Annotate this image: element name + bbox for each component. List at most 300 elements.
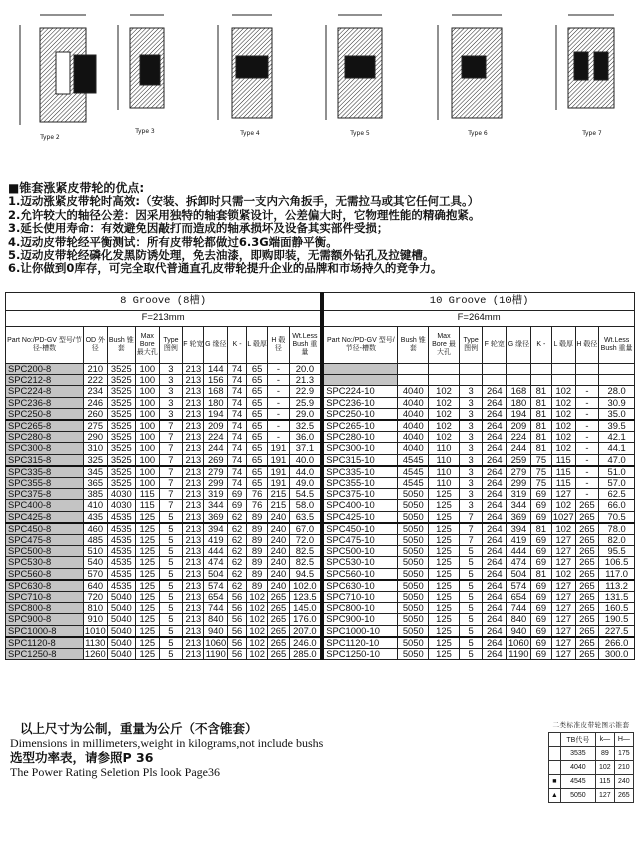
cell-10-groove: 265 [575, 557, 599, 568]
cell-10-groove: 574 [507, 580, 531, 592]
cell-10-groove: 69 [530, 500, 551, 511]
table-row [6, 375, 635, 386]
cell-10-groove: 125 [429, 546, 460, 557]
bush-legend-table [548, 732, 634, 803]
cell-8-groove: 54.5 [289, 489, 322, 500]
cell-8-groove: 115 [135, 500, 159, 511]
part-number-8-groove: SPC500-8 [6, 546, 84, 557]
table-row [6, 568, 635, 580]
cell-10-groove: 102 [551, 500, 575, 511]
column-header: K - [228, 327, 247, 364]
cell-10-groove: 5050 [398, 592, 429, 603]
cell-8-groove: - [268, 397, 289, 408]
cell-10-groove: 3 [459, 454, 483, 466]
type4-drawing [218, 15, 272, 120]
type2-drawing [20, 15, 96, 125]
cell-10-groove: 102 [551, 443, 575, 454]
cell-10-groove: 3 [459, 397, 483, 408]
cell-10-groove: 127 [551, 614, 575, 625]
bush-legend-cell: 5050 [560, 789, 595, 803]
cell-8-groove: 5040 [107, 592, 135, 603]
cell-10-groove: 5 [459, 580, 483, 592]
cell-10-groove: 69 [530, 535, 551, 546]
cell-10-groove: 5 [459, 592, 483, 603]
table-row [6, 625, 635, 637]
bush-legend-cell: 102 [596, 761, 615, 775]
cell-10-groove: 264 [483, 625, 507, 637]
table-row [6, 603, 635, 614]
part-number-10-groove: SPC355-10 [322, 478, 398, 489]
part-number-8-groove: SPC1120-8 [6, 637, 84, 649]
cell-8-groove: 213 [183, 511, 204, 523]
cell-10-groove: 69 [530, 637, 551, 649]
cell-10-groove: 69 [530, 557, 551, 568]
column-header: F 轮宽 [483, 327, 507, 364]
cell-10-groove: - [575, 420, 599, 432]
cell-8-groove: 5 [159, 580, 183, 592]
cell-8-groove: 74 [228, 397, 247, 408]
part-number-10-groove: SPC560-10 [322, 568, 398, 580]
column-header: OD 外径 [83, 327, 107, 364]
cell-8-groove: 369 [204, 511, 228, 523]
cell-8-groove: 240 [268, 580, 289, 592]
cell-10-groove: 44.1 [599, 443, 635, 454]
cell-8-groove: 156 [204, 375, 228, 386]
cell-10-groove: 39.5 [599, 420, 635, 432]
cell-8-groove: 65 [247, 375, 268, 386]
cell-8-groove: 191 [268, 454, 289, 466]
cell-8-groove: 319 [204, 489, 228, 500]
cell-8-groove: 125 [135, 568, 159, 580]
column-header: Max Bore 最大孔 [429, 327, 460, 364]
cell-8-groove: 56 [228, 603, 247, 614]
cell-8-groove: 213 [183, 625, 204, 637]
cell-10-groove: - [575, 489, 599, 500]
part-number-8-groove: SPC212-8 [6, 375, 84, 386]
cell-10-groove: 57.0 [599, 478, 635, 489]
cell-10-groove: 264 [483, 443, 507, 454]
cell-8-groove: 3525 [107, 454, 135, 466]
cell-10-groove: 75 [530, 478, 551, 489]
type7-drawing [556, 15, 614, 110]
cell-8-groove: - [268, 386, 289, 397]
cell-10-groove: 840 [507, 614, 531, 625]
cell-8-groove: 56 [228, 592, 247, 603]
cell-10-groove: 265 [575, 603, 599, 614]
bush-legend-cell: 265 [614, 789, 633, 803]
cell-10-groove: 265 [575, 637, 599, 649]
cell-8-groove: 310 [83, 443, 107, 454]
part-number-8-groove: SPC1000-8 [6, 625, 84, 637]
cell-10-groove: 264 [483, 592, 507, 603]
cell-10-groove: 81 [530, 432, 551, 443]
cell-10-groove: 1190 [508, 648, 529, 660]
cell-8-groove: 74 [228, 432, 247, 443]
table-row [6, 478, 635, 489]
cell-8-groove: 213 [183, 568, 204, 580]
table-row [6, 466, 635, 478]
cell-8-groove: 100 [135, 420, 159, 432]
cell-10-groove: 264 [483, 546, 507, 557]
cell-8-groove: 213 [183, 592, 204, 603]
cell-10-groove: 35.0 [599, 408, 635, 420]
column-header: G 缘径 [507, 327, 531, 364]
cell-10-groove: 125 [429, 489, 460, 500]
cell-10-groove: 265 [575, 592, 599, 603]
cell-8-groove: 244 [204, 443, 228, 454]
cell-10-groove: 102 [429, 397, 460, 408]
cell-8-groove: 5 [159, 511, 183, 523]
cell-10-groove: 209 [507, 420, 531, 432]
cell-8-groove: 3525 [107, 443, 135, 454]
table-row [6, 614, 635, 625]
cell-8-groove: 102 [247, 637, 268, 649]
cell-10-groove: 69 [530, 580, 551, 592]
cell-8-groove: 5 [159, 546, 183, 557]
cell-8-groove: 7 [159, 443, 183, 454]
cell-8-groove: 299 [204, 478, 228, 489]
cell-10-groove: 264 [483, 523, 507, 535]
cell-10-groove: 81 [530, 397, 551, 408]
part-number-10-groove [322, 375, 398, 386]
cell-8-groove: 224 [204, 432, 228, 443]
cell-10-groove: 264 [483, 466, 507, 478]
cell-8-groove: 76 [247, 489, 268, 500]
cell-8-groove: 4535 [107, 523, 135, 535]
cell-8-groove: 213 [183, 454, 204, 466]
cell-8-groove: 168 [204, 386, 228, 397]
cell-10-groove: 5 [459, 637, 483, 649]
cell-10-groove: - [575, 478, 599, 489]
cell-10-groove: 5050 [398, 489, 429, 500]
part-number-8-groove: SPC530-8 [6, 557, 84, 568]
cell-10-groove: 259 [507, 454, 531, 466]
feature-item: 5.迈动皮带轮经磷化发黑防诱处理，免去油漆，即购即装，无需额外钻孔及拉键槽。 [8, 248, 435, 263]
cell-8-groove: 213 [183, 364, 204, 375]
cell-8-groove: 265 [268, 603, 289, 614]
cell-8-groove: 5 [159, 592, 183, 603]
cell-8-groove: 240 [268, 511, 289, 523]
bush-legend-cell: ▲ [549, 789, 561, 803]
cell-10-groove: 81 [530, 443, 551, 454]
cell-8-groove: 100 [135, 478, 159, 489]
table-row [6, 397, 635, 408]
cell-8-groove: 125 [135, 535, 159, 546]
cell-8-groove: 213 [183, 432, 204, 443]
cell-8-groove: 69 [228, 500, 247, 511]
cell-8-groove: 102 [247, 603, 268, 614]
cell-10-groove: 264 [483, 637, 507, 649]
cell-8-groove: 100 [135, 454, 159, 466]
table-row [6, 580, 635, 592]
cell-8-groove: 63.5 [289, 511, 322, 523]
cell-8-groove: 22.9 [289, 386, 322, 397]
cell-8-groove: 7 [159, 454, 183, 466]
cell-10-groove: 127 [551, 580, 575, 592]
cell-8-groove: 7 [159, 489, 183, 500]
cell-8-groove: - [268, 432, 289, 443]
cell-10-groove [551, 364, 575, 375]
cell-10-groove: 244 [507, 443, 531, 454]
pulley-spec-table [5, 292, 635, 660]
cell-8-groove: 89 [247, 511, 268, 523]
part-number-8-groove: SPC236-8 [6, 397, 84, 408]
part-number-8-groove: SPC300-8 [6, 443, 84, 454]
cell-8-groove: 145.0 [289, 603, 322, 614]
cell-10-groove: 110 [429, 454, 460, 466]
cell-8-groove: 65 [247, 454, 268, 466]
cell-10-groove: 95.5 [599, 546, 635, 557]
cell-10-groove: 113.2 [599, 580, 635, 592]
cell-8-groove: 444 [204, 546, 228, 557]
cell-10-groove: 127 [551, 535, 575, 546]
cell-10-groove: 940 [507, 625, 531, 637]
cell-8-groove: 56 [228, 614, 247, 625]
cell-8-groove: 240 [268, 557, 289, 568]
right-f-width: F=264mm [322, 311, 634, 327]
cell-8-groove: 5 [159, 603, 183, 614]
cell-8-groove: 74 [228, 454, 247, 466]
cell-10-groove: 127 [551, 637, 575, 649]
cell-8-groove: 115 [135, 489, 159, 500]
cell-10-groove: 106.5 [599, 557, 635, 568]
feature-item: 1.迈动涨紧皮带轮时高效:（安装、拆卸时只需一支内六角扳手，无需拉马或其它任何工具。） [8, 194, 480, 209]
cell-8-groove: 460 [83, 523, 107, 535]
part-number-10-groove: SPC280-10 [322, 432, 398, 443]
cell-8-groove: 125 [135, 614, 159, 625]
cell-8-groove: 3525 [107, 397, 135, 408]
cell-8-groove: 123.5 [289, 592, 322, 603]
cell-8-groove: 213 [183, 443, 204, 454]
part-number-10-groove: SPC375-10 [322, 489, 398, 500]
part-number-8-groove: SPC425-8 [6, 511, 84, 523]
cell-8-groove: 76 [247, 500, 268, 511]
cell-8-groove: 62 [228, 511, 247, 523]
cell-10-groove: 264 [483, 478, 507, 489]
cell-10-groove: 5050 [398, 557, 429, 568]
cell-8-groove: 4535 [107, 546, 135, 557]
cell-8-groove: 3 [159, 386, 183, 397]
cell-10-groove: 30.9 [599, 397, 635, 408]
cell-8-groove: 100 [135, 386, 159, 397]
cell-8-groove: 240 [268, 568, 289, 580]
cell-8-groove: 21.3 [289, 375, 322, 386]
cell-10-groove: 5050 [398, 580, 429, 592]
cell-10-groove [398, 364, 429, 375]
cell-8-groove: 4030 [107, 489, 135, 500]
cell-8-groove: 5040 [107, 649, 135, 660]
part-number-8-groove: SPC1250-8 [6, 649, 84, 660]
type3-drawing [118, 15, 164, 110]
cell-8-groove: 125 [135, 603, 159, 614]
column-header: Bush 锥套 [107, 327, 135, 364]
cell-10-groove: 4040 [398, 397, 429, 408]
cell-8-groove: 840 [204, 614, 228, 625]
part-number-8-groove: SPC900-8 [6, 614, 84, 625]
cell-8-groove: 285.0 [289, 649, 322, 660]
cell-10-groove: 4040 [398, 432, 429, 443]
cell-8-groove: 100 [135, 408, 159, 420]
cell-8-groove: 4535 [107, 511, 135, 523]
cell-10-groove: 69 [530, 546, 551, 557]
cell-8-groove: 32.5 [289, 420, 322, 432]
cell-10-groove: 66.0 [599, 500, 635, 511]
cell-10-groove: 419 [507, 535, 531, 546]
cell-10-groove: 102 [429, 420, 460, 432]
table-row [6, 489, 635, 500]
cell-8-groove: 3 [159, 375, 183, 386]
part-number-10-groove: SPC265-10 [322, 420, 398, 432]
column-header: Bush 锥套 [398, 327, 429, 364]
cell-10-groove: 5 [459, 557, 483, 568]
cell-10-groove: 81 [530, 408, 551, 420]
cell-10-groove: 110 [429, 466, 460, 478]
cell-8-groove: 62 [228, 580, 247, 592]
bush-legend-header: H— [614, 733, 633, 747]
bush-legend-header [549, 733, 561, 747]
features-list [8, 182, 628, 276]
cell-10-groove: 5050 [398, 614, 429, 625]
cell-10-groove: 264 [483, 535, 507, 546]
cell-10-groove [483, 364, 507, 375]
cell-8-groove: 385 [83, 489, 107, 500]
cell-8-groove: 7 [159, 478, 183, 489]
cell-8-groove: 215 [268, 500, 289, 511]
type6-drawing [438, 15, 502, 120]
part-number-8-groove: SPC224-8 [6, 386, 84, 397]
type-caption: Type 2 [40, 134, 60, 141]
cell-10-groove: 125 [429, 568, 460, 580]
part-number-10-groove: SPC1120-10 [322, 637, 398, 649]
cell-10-groove: 69 [530, 649, 551, 660]
bush-legend-header: k— [596, 733, 615, 747]
cell-8-groove: 640 [83, 580, 107, 592]
cell-8-groove: 213 [183, 500, 204, 511]
part-number-10-groove: SPC500-10 [322, 546, 398, 557]
table-row [6, 649, 635, 660]
cell-8-groove: 89 [247, 546, 268, 557]
cell-8-groove: 176.0 [289, 614, 322, 625]
cell-8-groove: 540 [83, 557, 107, 568]
cell-8-groove: 125 [135, 649, 159, 660]
cell-8-groove: 67.0 [289, 523, 322, 535]
cell-8-groove: 3525 [107, 466, 135, 478]
feature-item: 2.允许较大的轴径公差：因采用独特的轴套锁紧设计，公差偏大时，它物理性能的精确抱紧。 [8, 207, 481, 222]
cell-10-groove: 264 [483, 397, 507, 408]
cell-10-groove: 264 [483, 500, 507, 511]
cell-10-groove: 5050 [398, 625, 429, 637]
type-caption: Type 3 [135, 128, 155, 135]
cell-8-groove: 207.0 [289, 625, 322, 637]
bush-legend-row [549, 747, 634, 761]
cell-10-groove: 264 [483, 649, 507, 660]
cell-8-groove: 344 [204, 500, 228, 511]
cell-8-groove: 72.0 [289, 535, 322, 546]
part-number-10-groove: SPC1000-10 [322, 625, 398, 637]
cell-10-groove [575, 375, 599, 386]
part-number-10-groove: SPC315-10 [322, 454, 398, 466]
part-number-10-groove: SPC335-10 [322, 466, 398, 478]
cell-8-groove: 213 [183, 386, 204, 397]
cell-8-groove: 910 [83, 614, 107, 625]
cell-10-groove: 5 [459, 546, 483, 557]
cell-10-groove [507, 364, 531, 375]
cell-8-groove: 62 [228, 568, 247, 580]
table-row [6, 637, 635, 649]
cell-10-groove [551, 375, 575, 386]
cell-8-groove: 74 [228, 420, 247, 432]
cell-8-groove: 194 [204, 408, 228, 420]
cell-10-groove: 5 [459, 603, 483, 614]
cell-8-groove: 265 [268, 649, 289, 660]
cell-8-groove: 100 [135, 397, 159, 408]
cell-10-groove: 125 [429, 535, 460, 546]
cell-8-groove: 94.5 [289, 568, 322, 580]
cell-8-groove: 3 [159, 397, 183, 408]
part-number-8-groove: SPC355-8 [6, 478, 84, 489]
cell-8-groove: 100 [135, 432, 159, 443]
cell-8-groove: 180 [204, 397, 228, 408]
column-header: Type 图例 [459, 327, 483, 364]
cell-10-groove: 3 [459, 420, 483, 432]
cell-10-groove: 5 [459, 614, 483, 625]
cell-10-groove: 3 [459, 466, 483, 478]
cell-10-groove: 125 [429, 649, 460, 660]
bush-legend-row [549, 775, 634, 789]
cell-8-groove: 1010 [84, 625, 106, 636]
cell-8-groove: 49.0 [289, 478, 322, 489]
cell-8-groove: 240 [268, 535, 289, 546]
cell-8-groove: 213 [183, 614, 204, 625]
cell-8-groove: 234 [83, 386, 107, 397]
cell-10-groove [483, 375, 507, 386]
cell-8-groove: 810 [83, 603, 107, 614]
part-number-10-groove: SPC1250-10 [322, 649, 398, 660]
cell-10-groove: 264 [483, 432, 507, 443]
cell-8-groove: 209 [204, 420, 228, 432]
cell-10-groove: 69 [530, 511, 551, 523]
cell-8-groove: 100 [135, 466, 159, 478]
cell-10-groove: 5050 [398, 523, 429, 535]
cell-10-groove: 7 [459, 511, 483, 523]
cell-10-groove: 69 [530, 603, 551, 614]
bush-legend-row [549, 789, 634, 803]
cell-10-groove: 5 [459, 625, 483, 637]
cell-10-groove: 117.0 [599, 568, 635, 580]
cell-10-groove: 5050 [398, 637, 429, 649]
column-header: H 毂径 [575, 327, 599, 364]
cell-8-groove: 5 [159, 637, 183, 649]
cell-10-groove: 265 [575, 568, 599, 580]
cell-10-groove: 1027 [552, 511, 574, 522]
cell-10-groove: 4040 [398, 386, 429, 397]
cell-10-groove: 75 [530, 466, 551, 478]
cell-8-groove: 4535 [107, 535, 135, 546]
cell-8-groove: 3525 [107, 408, 135, 420]
cell-8-groove: 37.1 [289, 443, 322, 454]
cell-8-groove: 20.0 [289, 364, 322, 375]
cell-10-groove: 3 [459, 386, 483, 397]
cell-10-groove: 654 [507, 592, 531, 603]
cell-10-groove: 127 [551, 489, 575, 500]
cell-8-groove: 246.0 [289, 637, 322, 649]
cell-8-groove: 574 [204, 580, 228, 592]
cell-10-groove: 265 [575, 535, 599, 546]
part-number-8-groove: SPC710-8 [6, 592, 84, 603]
cell-8-groove: 25.9 [289, 397, 322, 408]
cell-10-groove: 4545 [398, 454, 429, 466]
cell-10-groove: 115 [551, 478, 575, 489]
